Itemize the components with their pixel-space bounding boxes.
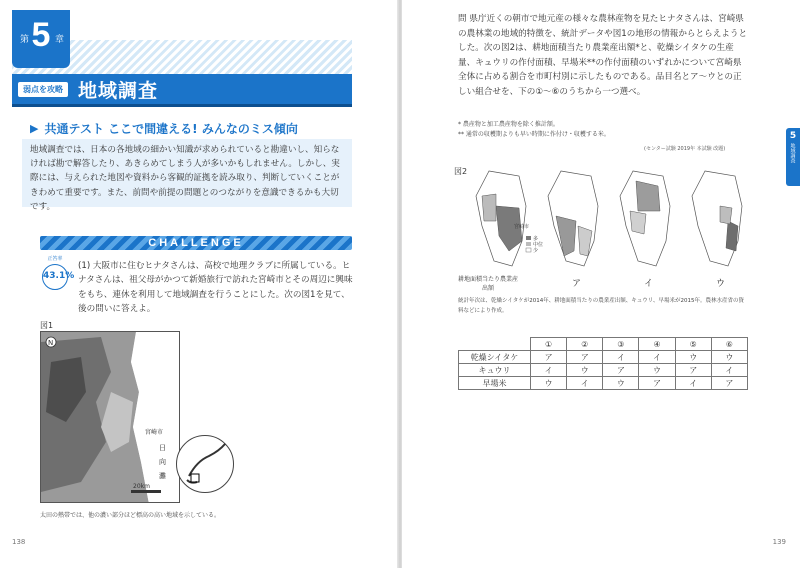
table-cell: ウ xyxy=(603,377,639,390)
footnote-1: * 農産物と加工農産物を除く推計額。 xyxy=(458,121,559,128)
legend-high: 多 xyxy=(533,236,539,242)
map-caption: 太田の熱帯では、他の濃い部分ほど標高の高い地域を示している。 xyxy=(40,512,221,519)
table-cell: ウ xyxy=(531,377,567,390)
table-cell: イ xyxy=(531,364,567,377)
intro-box: 地域調査では、日本の各地域の細かい知識が求められていると勘違いし、知らなければ勘で解答したり、あきらめてしまう人が多いかもしれません。しかし、実際には、与えられた地図や資料から客観的証拠を読み取り、判断していくことがきわめて重要です。また、前問や前提の問題とのつながりを意識できるかも大切です。 xyxy=(22,139,352,207)
choice-header: ② xyxy=(567,338,603,351)
page-number-right: 139 xyxy=(772,538,786,546)
section-subhead xyxy=(30,120,298,137)
table-cell: イ xyxy=(639,351,675,364)
sea-label-2: 向 xyxy=(159,458,166,466)
table-cell: イ xyxy=(675,377,711,390)
choice-header: ① xyxy=(531,338,567,351)
figure-2-note: 統計年次は、乾燥シイタケが2014年、耕地面積当たりの農業産出額、キュウリ、早場米が2015年。農林水産省の資料などにより作成。 xyxy=(458,298,744,314)
table-row xyxy=(459,364,748,377)
table-header-row xyxy=(459,338,748,351)
chapter-prefix: 第 xyxy=(20,35,30,45)
subhead-text: 共通テスト ここで間違える! みんなのミス傾向 xyxy=(44,122,298,136)
choice-header: ④ xyxy=(639,338,675,351)
table-cell: イ xyxy=(711,364,747,377)
choropleth-maps xyxy=(464,166,754,278)
source-note: (センター試験 2019年 本試験 改題) xyxy=(644,146,726,152)
terrain-map xyxy=(40,331,180,503)
sea-label-3: 灘 xyxy=(159,472,166,480)
table-cell: ア xyxy=(675,364,711,377)
divider xyxy=(12,104,352,107)
challenge-banner: CHALLENGE xyxy=(40,236,352,250)
row-label: 乾燥シイタケ xyxy=(459,351,531,364)
map-title-i: イ xyxy=(644,279,654,289)
city-label: 宮崎市 xyxy=(145,429,164,436)
map-title-a: ア xyxy=(572,279,582,289)
svg-text:N: N xyxy=(48,339,54,347)
table-cell: イ xyxy=(603,351,639,364)
rate-value: 43.1% xyxy=(42,264,68,290)
question-text: 問 県庁近くの朝市で地元産の様々な農林産物を見たヒナタさんは、宮崎県の農林業の地域的特徴を、統計データや図1の地形の情報からとらえようとした。次の図2は、耕地面積当たり農業産出額*と、乾燥シイタケの生産量、キュウリの作付面積、早場米**の作付面積のいずれかについて宮崎県全体に占める割合を市町村別に示したものである。品目名とア～ウとの正しい組合せを、下の①～⑥のうちから一つ選べ。 xyxy=(458,14,748,97)
sea-label-1: 日 xyxy=(159,444,166,452)
table-cell: ア xyxy=(603,364,639,377)
table-cell: ウ xyxy=(639,364,675,377)
legend-mid: 中位 xyxy=(533,242,544,248)
chapter-side-tab xyxy=(786,128,800,186)
legend-low: 少 xyxy=(533,248,539,254)
title-bar xyxy=(12,74,352,104)
title-tag: 弱点を攻略 xyxy=(18,82,68,97)
row-label: キュウリ xyxy=(459,364,531,377)
table-cell: ア xyxy=(639,377,675,390)
answer-table xyxy=(458,337,748,390)
table-cell: イ xyxy=(567,377,603,390)
side-tab-number: 5 xyxy=(789,131,797,141)
page-title: 地域調査 xyxy=(78,79,159,102)
map-title-u: ウ xyxy=(716,279,726,289)
figure-2-label: 図2 xyxy=(454,167,468,176)
inset-map xyxy=(176,435,234,493)
footnote-2: ** 通常の収穫期よりも早い時期に作付け・収穫する米。 xyxy=(458,131,610,138)
chapter-suffix: 章 xyxy=(54,35,64,45)
table-cell: ア xyxy=(531,351,567,364)
page-number-left: 138 xyxy=(12,538,26,546)
chapter-badge xyxy=(12,10,70,68)
table-row xyxy=(459,351,748,364)
footnotes xyxy=(458,120,748,140)
play-arrow-icon: ▶ xyxy=(30,122,39,135)
side-tab-title: 地域調査 xyxy=(789,143,796,163)
right-page xyxy=(402,0,800,568)
table-cell: ウ xyxy=(567,364,603,377)
table-cell: ウ xyxy=(711,351,747,364)
choice-header: ③ xyxy=(603,338,639,351)
map-title-1: 耕地面積当たり農業産出額 xyxy=(458,276,519,292)
question-1: (1) 大阪市に住むヒナタさんは、高校で地理クラブに所属している。ヒナタさんは、祖父母がかつて新婚旅行で訪れた宮崎市とその周辺に興味をもち、連休を利用して地域調査を行うことにした。次の図1を見て、後の問いに答えよ。 xyxy=(78,261,353,314)
rate-label: 正答率 xyxy=(47,256,63,262)
row-label: 早場米 xyxy=(459,377,531,390)
table-cell: ア xyxy=(567,351,603,364)
table-cell: ウ xyxy=(675,351,711,364)
figure-1-label: 図1 xyxy=(40,321,54,330)
map-city-label: 宮崎市 xyxy=(514,224,530,230)
accuracy-rate-badge xyxy=(40,256,75,292)
choice-header: ⑥ xyxy=(711,338,747,351)
table-cell: ア xyxy=(711,377,747,390)
chapter-number: 5 xyxy=(31,16,51,54)
scale-label: 20km xyxy=(133,483,150,490)
left-page xyxy=(0,0,398,568)
table-row xyxy=(459,377,748,390)
choice-header: ⑤ xyxy=(675,338,711,351)
